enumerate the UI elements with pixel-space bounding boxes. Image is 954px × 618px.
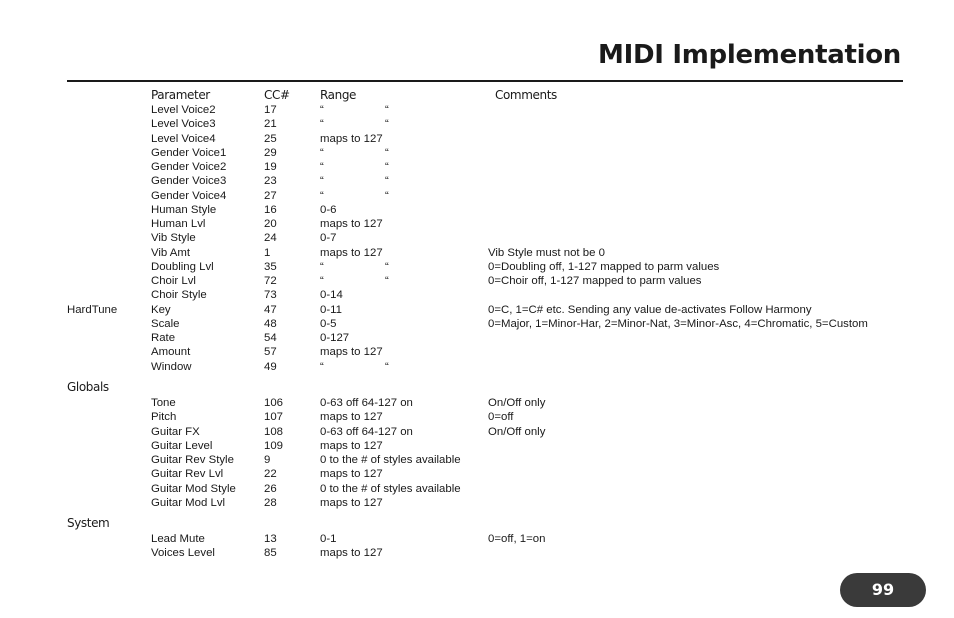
- row-cc: 1: [264, 246, 271, 259]
- row-cc: 47: [264, 303, 277, 316]
- row-range: “: [320, 104, 324, 116]
- row-cc: 72: [264, 275, 277, 287]
- row-range: “: [320, 360, 324, 373]
- row-cc: 20: [264, 218, 277, 230]
- row-cc: 24: [264, 232, 277, 245]
- row-range: 0-7: [320, 232, 337, 245]
- row-parameter: Key: [151, 303, 171, 316]
- row-parameter: Gender Voice2: [151, 161, 227, 173]
- row-parameter: Pitch: [151, 411, 177, 424]
- row-comment: 0=Choir off, 1-127 mapped to parm values: [488, 275, 702, 287]
- table-row: [0, 146, 954, 160]
- row-parameter: Lead Mute: [151, 533, 205, 545]
- row-comment: 0=Doubling off, 1-127 mapped to parm values: [488, 260, 720, 273]
- row-range: 0 to the # of styles available: [320, 482, 461, 495]
- row-range-ditto: “: [385, 118, 389, 131]
- row-parameter: Scale: [151, 317, 180, 330]
- table-row: [0, 132, 954, 146]
- row-range: maps to 127: [320, 246, 383, 259]
- row-range: 0-5: [320, 317, 337, 330]
- row-comment: 0=off: [488, 411, 514, 424]
- table-row: [0, 496, 954, 510]
- row-parameter: Guitar Rev Style: [151, 454, 234, 466]
- row-range-ditto: “: [385, 146, 389, 159]
- table-row: [0, 482, 954, 496]
- row-range-ditto: “: [385, 175, 389, 188]
- row-parameter: Rate: [151, 332, 176, 344]
- table-row: [0, 117, 954, 131]
- row-parameter: Level Voice4: [151, 132, 216, 145]
- table-row: [0, 288, 954, 302]
- header-cc: CC#: [264, 88, 290, 102]
- row-comment: 0=C, 1=C# etc. Sending any value de-activates Follow Harmony: [488, 303, 812, 316]
- table-row: [0, 331, 954, 345]
- table-row: [0, 453, 954, 467]
- table-row: [0, 546, 954, 560]
- table-row: [0, 345, 954, 359]
- row-range: maps to 127: [320, 346, 383, 359]
- table-row: [0, 439, 954, 453]
- table-row: [0, 360, 954, 374]
- row-cc: 54: [264, 332, 277, 344]
- table-row: [0, 231, 954, 245]
- row-cc: 22: [264, 468, 277, 481]
- table-row: [0, 160, 954, 174]
- row-cc: 106: [264, 397, 284, 409]
- row-range-ditto: “: [385, 189, 389, 202]
- row-range: 0-63 off 64-127 on: [320, 425, 413, 438]
- table-row: [0, 532, 954, 546]
- row-cc: 28: [264, 496, 277, 509]
- row-range: “: [320, 260, 324, 273]
- row-parameter: Guitar Rev Lvl: [151, 468, 224, 481]
- row-range: maps to 127: [320, 468, 383, 481]
- row-parameter: Doubling Lvl: [151, 260, 214, 273]
- row-range: “: [320, 146, 324, 159]
- row-range: 0 to the # of styles available: [320, 454, 461, 466]
- row-range-ditto: “: [385, 260, 389, 273]
- row-parameter: Choir Style: [151, 289, 207, 302]
- row-range: maps to 127: [320, 218, 383, 230]
- row-cc: 85: [264, 547, 277, 560]
- row-comment: 0=off, 1=on: [488, 533, 546, 545]
- row-parameter: Guitar FX: [151, 425, 200, 438]
- row-parameter: Level Voice2: [151, 104, 216, 116]
- row-range: “: [320, 161, 324, 173]
- row-range: 0-6: [320, 203, 337, 216]
- row-parameter: Vib Style: [151, 232, 196, 245]
- table-row: [0, 217, 954, 231]
- row-cc: 49: [264, 360, 277, 373]
- table-row: [0, 189, 954, 203]
- row-parameter: Tone: [151, 397, 176, 409]
- row-parameter: Vib Amt: [151, 246, 191, 259]
- row-range: 0-14: [320, 289, 343, 302]
- row-parameter: Level Voice3: [151, 118, 216, 131]
- row-cc: 73: [264, 289, 277, 302]
- section-title-globals: Globals: [67, 380, 109, 394]
- row-parameter: Human Lvl: [151, 218, 206, 230]
- row-range: maps to 127: [320, 411, 383, 424]
- row-range: “: [320, 118, 324, 131]
- row-parameter: Amount: [151, 346, 191, 359]
- row-range: maps to 127: [320, 496, 383, 509]
- table-row: [0, 274, 954, 288]
- row-comment: On/Off only: [488, 397, 546, 409]
- row-range: “: [320, 175, 324, 188]
- table-row: [0, 103, 954, 117]
- row-cc: 29: [264, 146, 277, 159]
- row-range: “: [320, 275, 324, 287]
- row-parameter: Voices Level: [151, 547, 215, 560]
- row-cc: 19: [264, 161, 277, 173]
- row-parameter: Guitar Level: [151, 439, 213, 452]
- row-range: 0-127: [320, 332, 350, 344]
- table-row: [0, 396, 954, 410]
- row-parameter: Gender Voice4: [151, 189, 227, 202]
- row-comment: 0=Major, 1=Minor-Har, 2=Minor-Nat, 3=Minor-Asc, 4=Chromatic, 5=Custom: [488, 317, 868, 330]
- title-rule: [67, 80, 903, 82]
- row-parameter: Human Style: [151, 203, 217, 216]
- row-group: HardTune: [67, 303, 118, 316]
- row-range: 0-11: [320, 303, 342, 316]
- row-comment: On/Off only: [488, 425, 546, 438]
- row-cc: 26: [264, 482, 277, 495]
- table-row: [0, 246, 954, 260]
- header-range: Range: [320, 88, 357, 102]
- row-parameter: Gender Voice1: [151, 146, 227, 159]
- row-range: maps to 127: [320, 132, 383, 145]
- row-cc: 21: [264, 118, 277, 131]
- row-cc: 109: [264, 439, 284, 452]
- row-cc: 107: [264, 411, 284, 424]
- row-cc: 16: [264, 203, 277, 216]
- row-parameter: Guitar Mod Lvl: [151, 496, 226, 509]
- row-range: maps to 127: [320, 547, 383, 560]
- row-cc: 48: [264, 317, 277, 330]
- row-parameter: Gender Voice3: [151, 175, 227, 188]
- row-range: “: [320, 189, 324, 202]
- row-range-ditto: “: [385, 104, 389, 116]
- table-row: [0, 467, 954, 481]
- row-cc: 25: [264, 132, 277, 145]
- table-row: [0, 317, 954, 331]
- row-parameter: Guitar Mod Style: [151, 482, 236, 495]
- table-row: [0, 260, 954, 274]
- row-range-ditto: “: [385, 360, 389, 373]
- table-row: [0, 425, 954, 439]
- page-title: MIDI Implementation: [598, 40, 901, 70]
- row-parameter: Choir Lvl: [151, 275, 196, 287]
- section-title-system: System: [67, 516, 110, 530]
- page-number-badge: 99: [840, 573, 926, 607]
- row-cc: 108: [264, 425, 284, 438]
- row-cc: 23: [264, 175, 277, 188]
- header-comments: Comments: [495, 88, 557, 102]
- row-cc: 9: [264, 454, 271, 466]
- row-range: 0-1: [320, 533, 337, 545]
- row-range-ditto: “: [385, 275, 389, 287]
- row-cc: 57: [264, 346, 277, 359]
- table-row: [0, 410, 954, 424]
- row-cc: 17: [264, 104, 277, 116]
- row-range: 0-63 off 64-127 on: [320, 397, 413, 409]
- table-row: [0, 203, 954, 217]
- row-range-ditto: “: [385, 161, 389, 173]
- table-row: [0, 303, 954, 317]
- row-range: maps to 127: [320, 439, 383, 452]
- header-parameter: Parameter: [151, 88, 210, 102]
- row-cc: 35: [264, 260, 277, 273]
- row-comment: Vib Style must not be 0: [488, 246, 605, 259]
- row-cc: 13: [264, 533, 277, 545]
- table-row: [0, 174, 954, 188]
- row-cc: 27: [264, 189, 277, 202]
- row-parameter: Window: [151, 360, 192, 373]
